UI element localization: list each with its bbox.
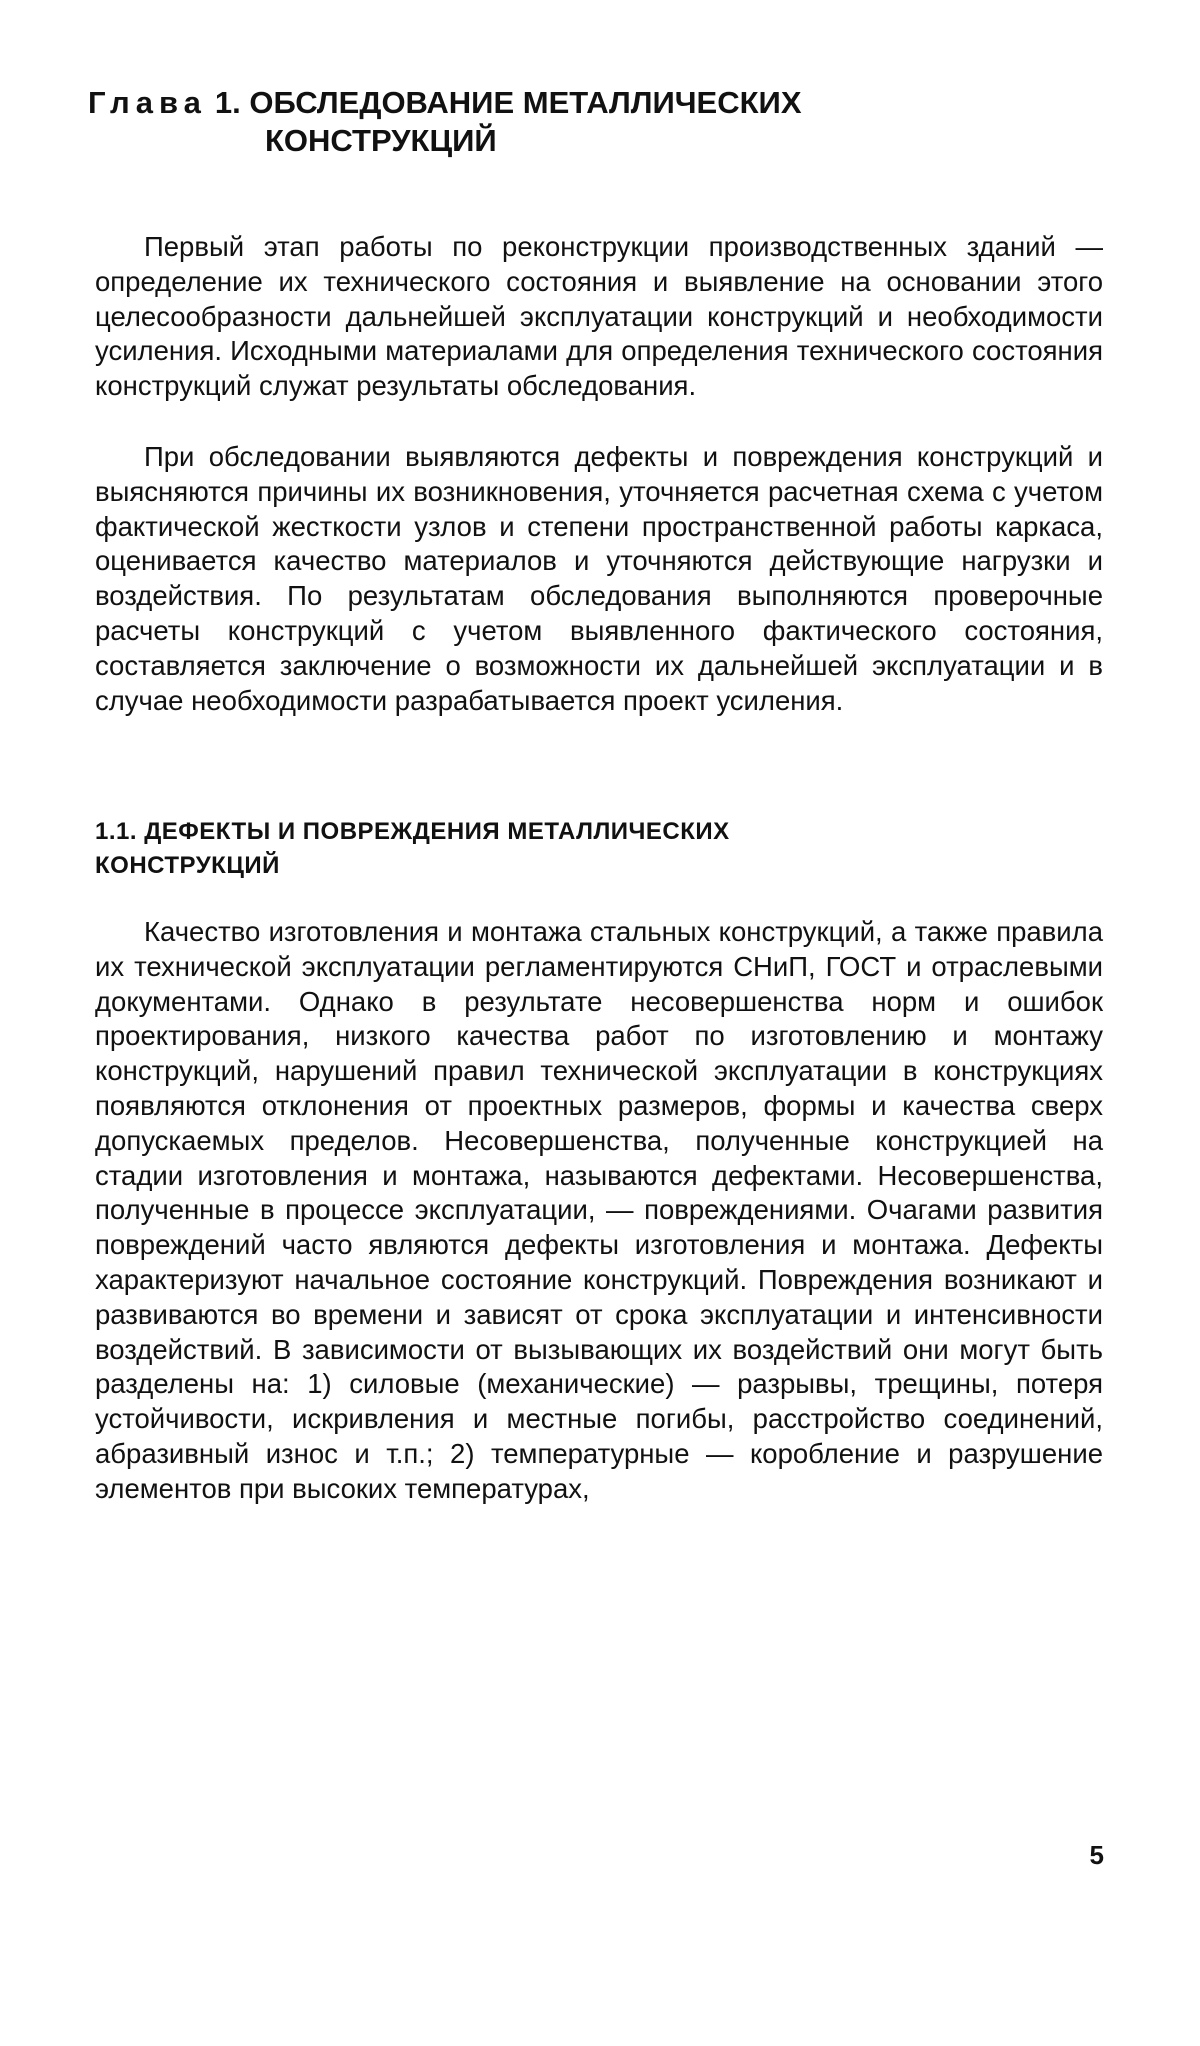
chapter-heading — [88, 84, 1108, 160]
chapter-title-line2: КОНСТРУКЦИЙ — [265, 123, 497, 158]
section-heading — [95, 815, 995, 883]
section-title-line2: КОНСТРУКЦИЙ — [95, 852, 280, 879]
chapter-label: Глава — [88, 85, 207, 120]
section-title-line1: 1.1. ДЕФЕКТЫ И ПОВРЕЖДЕНИЯ МЕТАЛЛИЧЕСКИХ — [95, 818, 730, 845]
intro-paragraph-2: При обследовании выявляются дефекты и повреждения конструкций и выясняются причины их возникновения, уточняется расчетная схема с учетом фактической жесткости узлов и степени пространственной работы каркаса, оценивается качество материалов и уточняются действующие нагрузки и воздействия. По результатам обследования выполняются проверочные расчеты конструкций с учетом выявленного фактического состояния, составляется заключение о возможности их дальнейшей эксплуатации и в случае необходимости разрабатывается проект усиления. — [95, 441, 1103, 716]
page-number: 5 — [1089, 1840, 1104, 1870]
section-paragraph: Качество изготовления и монтажа стальных конструкций, а также правила их технической эксплуатации регламентируются СНиП, ГОСТ и отраслевыми документами. Однако в результате несовершенства норм и ошибок проектирования, низкого качества работ по изготовлению и монтажу конструкций, нарушений правил технической эксплуатации в конструкциях появляются отклонения от проектных размеров, формы и качества сверх допускаемых пределов. Несовершенства, полученные конструкцией на стадии изготовления и монтажа, называются дефектами. Несовершенства, полученные в процессе эксплуатации, — повреждениями. Очагами развития повреждений часто являются дефекты изготовления и монтажа. Дефекты характеризуют начальное состояние конструкций. Повреждения возникают и развиваются во времени и зависят от срока эксплуатации и интенсивности воздействий. В зависимости от вызывающих их воздействий они могут быть разделены на: 1) силовые (механические) — разрывы, трещины, потеря устойчивости, искривления и местные погибы, расстройство соединений, абразивный износ и т.п.; 2) температурные — коробление и разрушение элементов при высоких температурах, — [95, 916, 1103, 1504]
chapter-title-line1: 1. ОБСЛЕДОВАНИЕ МЕТАЛЛИЧЕСКИХ — [214, 85, 802, 120]
intro-paragraph-1: Первый этап работы по реконструкции производственных зданий — определение их технического состояния и выявление на основании этого целесообразности дальнейшей эксплуатации конструкций и необходимости усиления. Исходными материалами для определения технического состояния конструкций служат результаты обследования. — [95, 231, 1103, 402]
